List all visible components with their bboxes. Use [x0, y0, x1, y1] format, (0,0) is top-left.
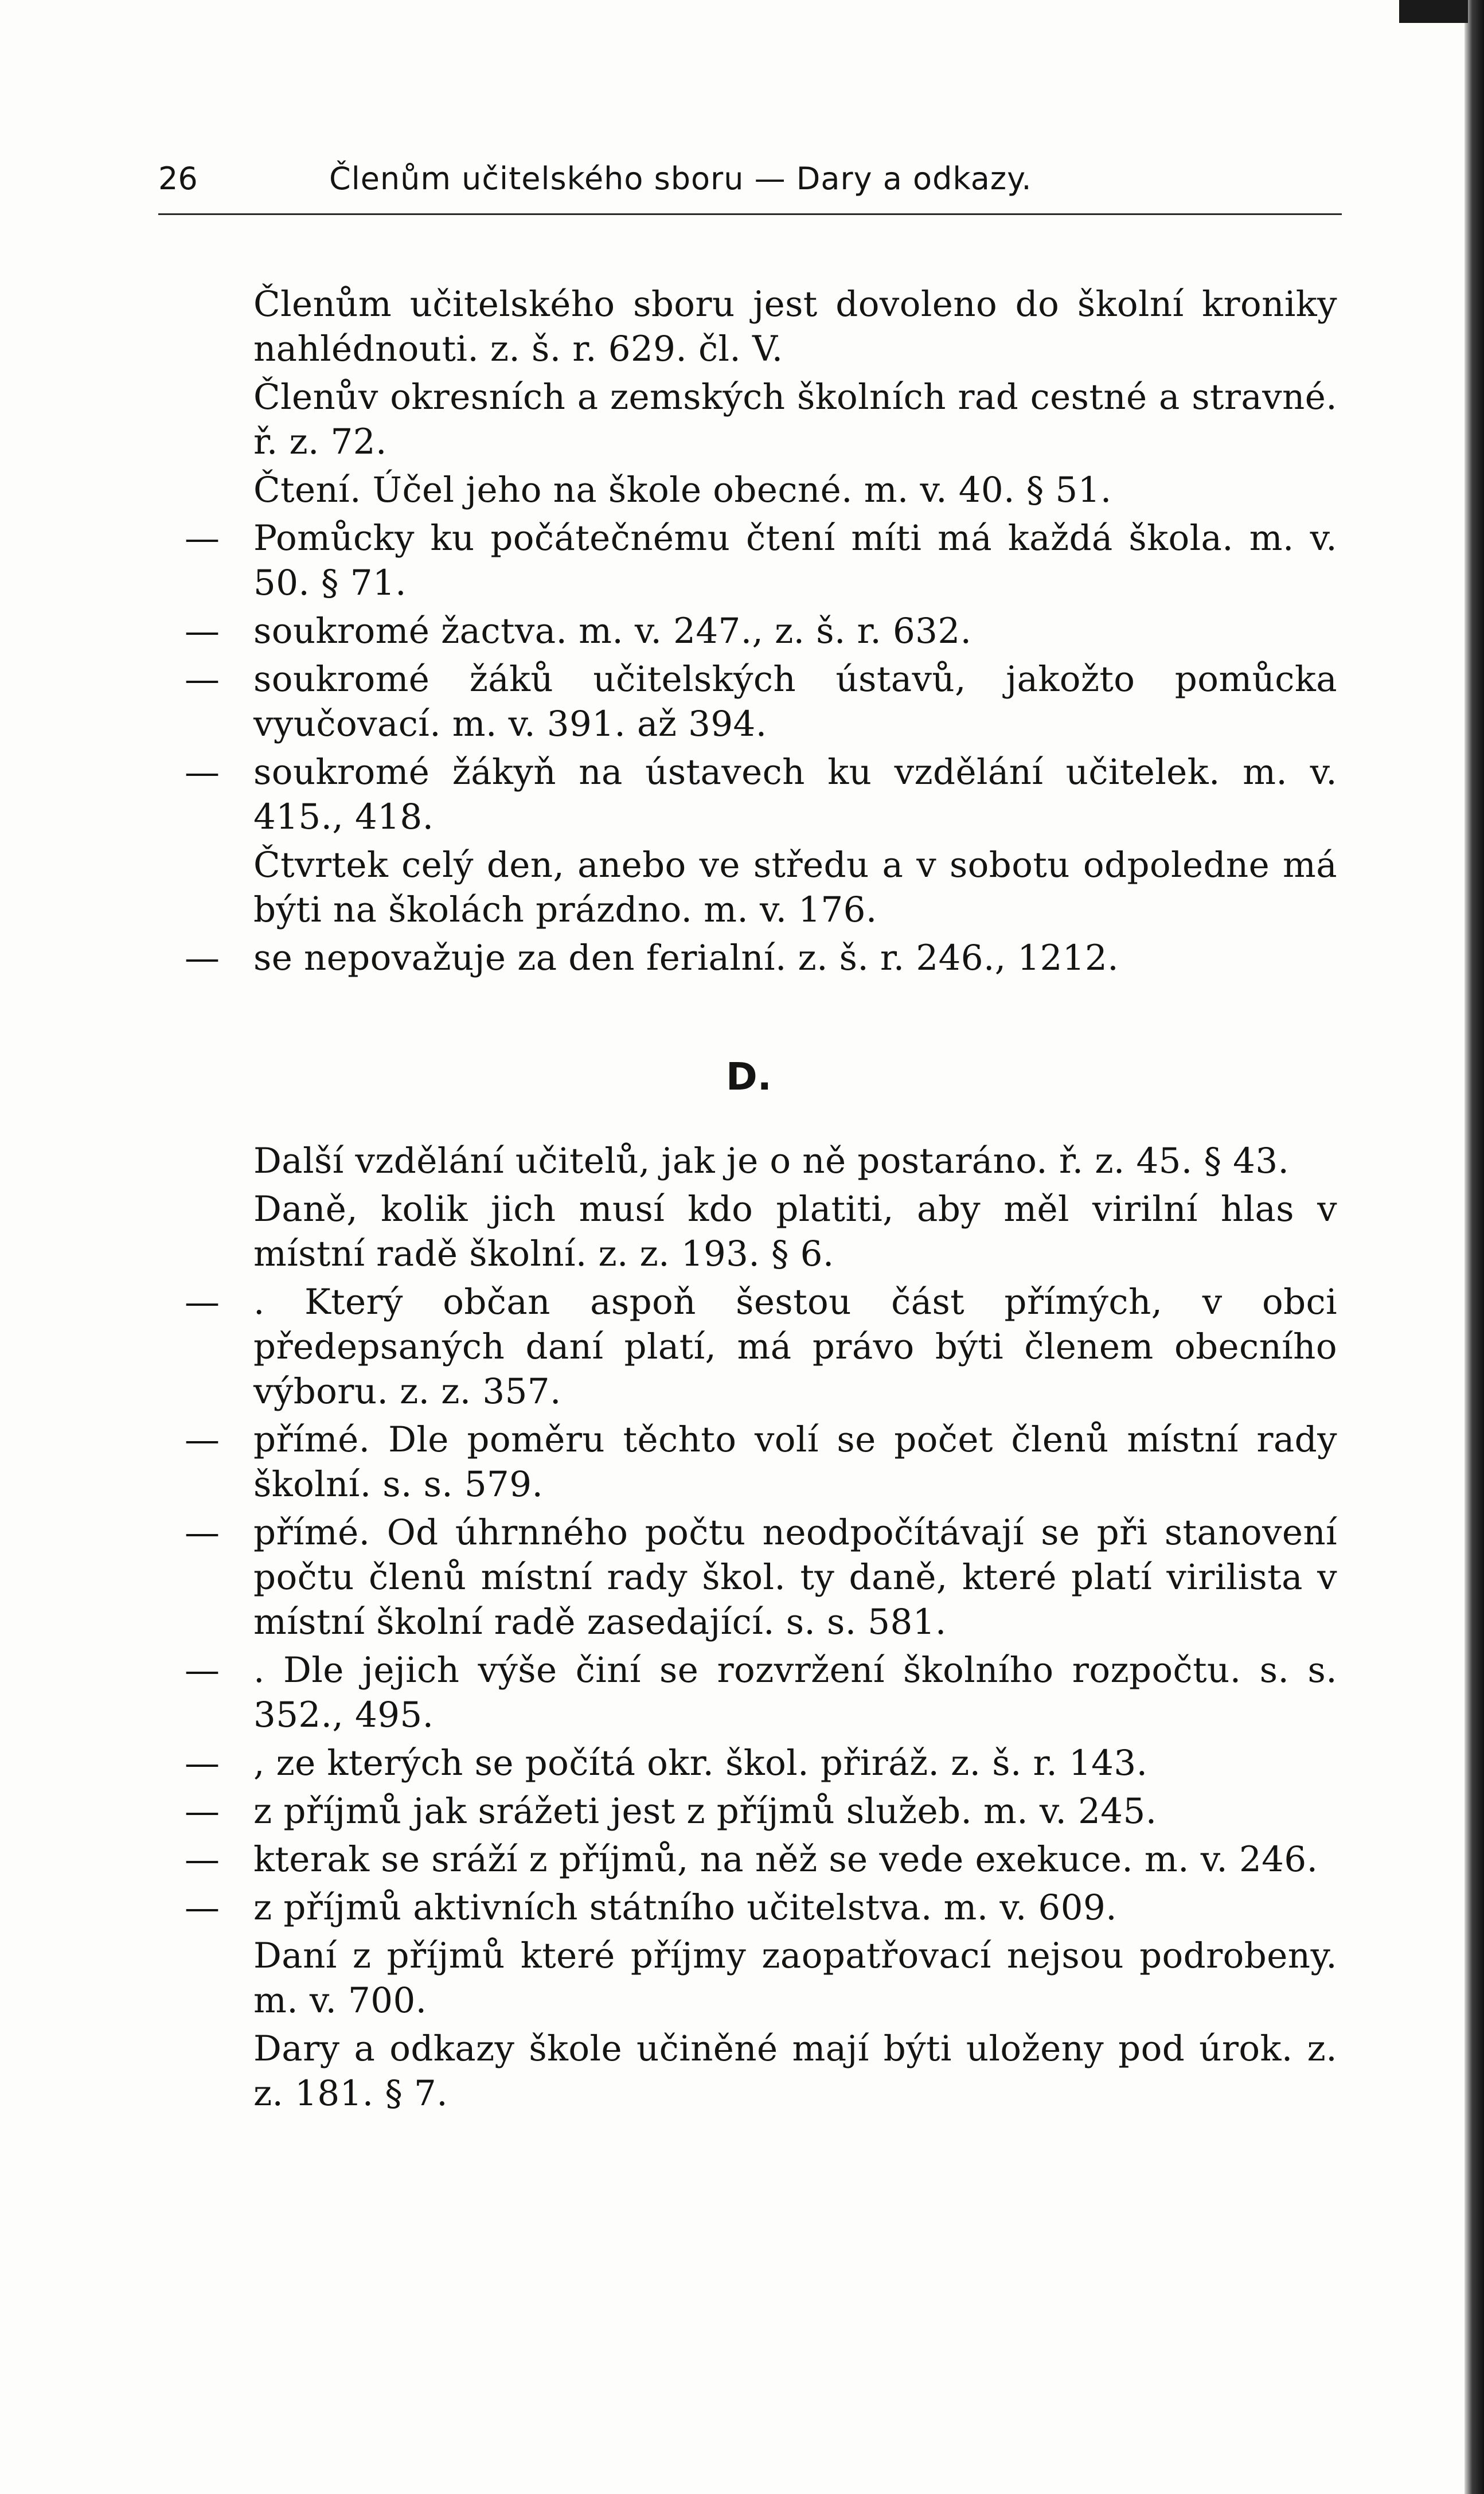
index-subentry: [162, 1886, 1337, 1930]
index-subentry: [162, 609, 1337, 654]
entry-text: , ze kterých se počítá okr. škol. přiráž. z. š. r. 143.: [253, 1743, 1148, 1783]
index-subentry: [162, 1511, 1337, 1645]
entry-text: přímé. Od úhrnného počtu neodpočítávají se při stanovení počtu členů místní rady škol. ty daně, které platí virilista v místní školní radě zasedající. s. s. 581.: [253, 1512, 1337, 1642]
entry-text: soukromé žákyň na ústavech ku vzdělání učitelek. m. v. 415., 418.: [253, 752, 1337, 837]
header-rule: [158, 213, 1342, 215]
entry-text: z příjmů aktivních státního učitelstva. m. v. 609.: [253, 1887, 1117, 1928]
entry-dash: —: [185, 1419, 220, 1460]
entry-text: přímé. Dle poměru těchto volí se počet členů místní rady školní. s. s. 579.: [253, 1419, 1337, 1505]
index-subentry: [162, 1280, 1337, 1414]
index-subentry: [162, 1741, 1337, 1786]
entry-text: Členům učitelského sboru jest dovoleno do školní kroniky nahlédnouti. z. š. r. 629. čl. V.: [253, 284, 1337, 369]
index-entry: [162, 282, 1337, 372]
entry-text: Dary a odkazy škole učiněné mají býti uloženy pod úrok. z. z. 181. § 7.: [253, 2028, 1337, 2114]
index-entry: [162, 375, 1337, 465]
index-entry: [162, 843, 1337, 932]
entry-text: Další vzdělání učitelů, jak je o ně postaráno. ř. z. 45. § 43.: [253, 1141, 1290, 1181]
entry-text: se nepovažuje za den ferialní. z. š. r. 246., 1212.: [253, 938, 1119, 978]
entry-dash: —: [185, 1887, 220, 1928]
index-entries-c: [162, 282, 1337, 984]
entry-text: Pomůcky ku počátečnému čtení míti má každá škola. m. v. 50. § 71.: [253, 518, 1337, 603]
entry-dash: —: [185, 611, 220, 651]
index-entry: [162, 2027, 1337, 2116]
index-subentry: [162, 1789, 1337, 1834]
index-entry: [162, 468, 1337, 513]
page-corner-shadow: [1399, 0, 1468, 23]
entry-dash: —: [185, 1512, 220, 1553]
entry-text: Daní z příjmů které příjmy zaopatřovací nejsou podrobeny. m. v. 700.: [253, 1935, 1337, 2021]
running-title: Členům učitelského sboru — Dary a odkazy.: [329, 161, 1032, 197]
entry-dash: —: [185, 1839, 220, 1880]
index-subentry: [162, 1418, 1337, 1507]
page-number: 26: [158, 161, 198, 197]
entry-text: soukromé žáků učitelských ústavů, jakožto pomůcka vyučovací. m. v. 391. až 394.: [253, 659, 1337, 744]
entry-dash: —: [185, 1650, 220, 1691]
entry-text: kterak se sráží z příjmů, na něž se vede exekuce. m. v. 246.: [253, 1839, 1318, 1880]
page-header: [158, 156, 1342, 202]
entry-text: z příjmů jak srážeti jest z příjmů služeb. m. v. 245.: [253, 1791, 1157, 1832]
index-entry: [162, 1187, 1337, 1277]
entry-dash: —: [185, 1282, 220, 1322]
index-subentry: [162, 516, 1337, 606]
page-edge-shadow: [1465, 0, 1484, 2494]
entry-text: Čtení. Účel jeho na škole obecné. m. v. 40. § 51.: [253, 470, 1112, 510]
entry-dash: —: [185, 752, 220, 793]
index-entry: [162, 1139, 1337, 1184]
entry-text: Čtvrtek celý den, anebo ve středu a v sobotu odpoledne má býti na školách prázdno. m. v. 176.: [253, 845, 1337, 930]
entry-dash: —: [185, 1743, 220, 1783]
index-subentry: [162, 1837, 1337, 1882]
index-subentry: [162, 750, 1337, 840]
entry-text: Členův okresních a zemských školních rad cestné a stravné. ř. z. 72.: [253, 377, 1337, 462]
entry-text: . Který občan aspoň šestou část přímých, v obci předepsaných daní platí, má právo býti členem obecního výboru. z. z. 357.: [253, 1282, 1337, 1412]
section-letter: D.: [726, 1055, 772, 1099]
entry-dash: —: [185, 518, 220, 559]
entry-dash: —: [185, 1791, 220, 1832]
entry-dash: —: [185, 938, 220, 978]
index-subentry: [162, 1648, 1337, 1738]
index-subentry: [162, 657, 1337, 747]
index-entries-d: [162, 1139, 1337, 2120]
index-entry: [162, 1934, 1337, 2023]
entry-text: Daně, kolik jich musí kdo platiti, aby měl virilní hlas v místní radě školní. z. z. 193. § 6.: [253, 1189, 1337, 1274]
index-subentry: [162, 936, 1337, 981]
entry-text: soukromé žactva. m. v. 247., z. š. r. 632.: [253, 611, 972, 651]
entry-dash: —: [185, 659, 220, 700]
entry-text: . Dle jejich výše činí se rozvržení školního rozpočtu. s. s. 352., 495.: [253, 1650, 1337, 1735]
